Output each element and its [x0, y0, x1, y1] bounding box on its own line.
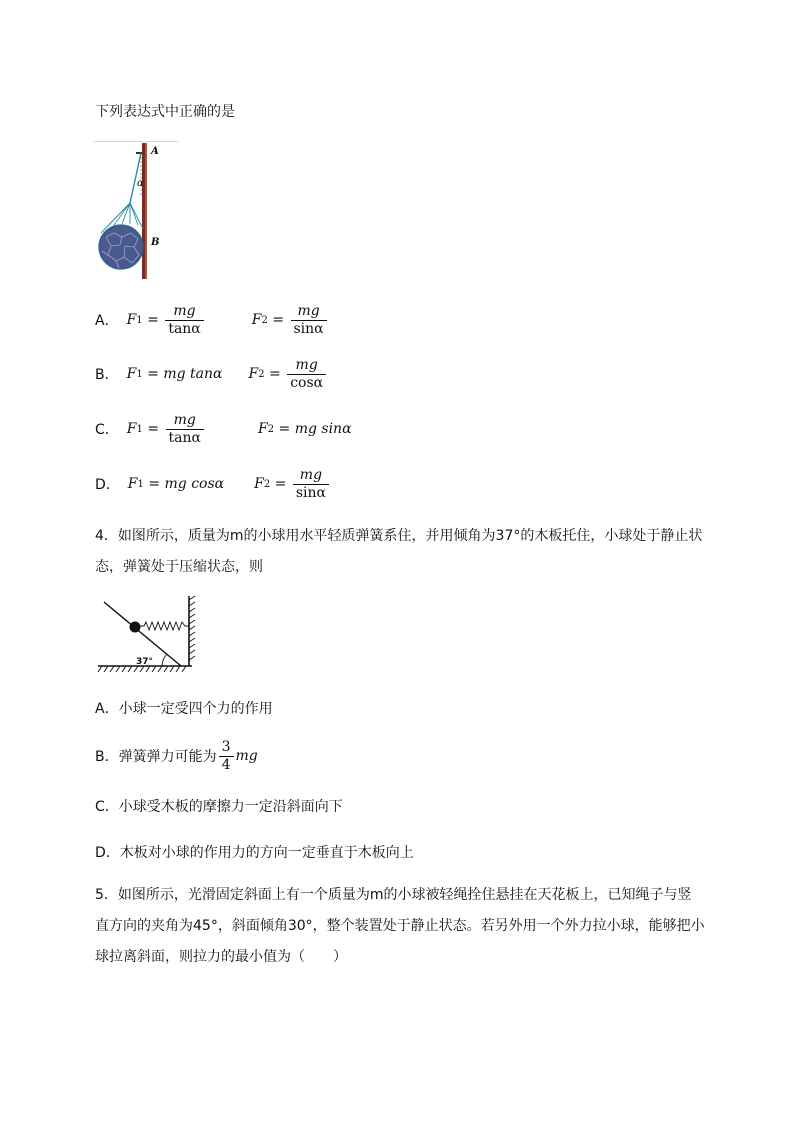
angle-label: 37°: [136, 657, 154, 667]
f1-expression: F 1 = $\frac{mg}{\tan\alpha}$: [127, 413, 206, 446]
q5-stem-line-3: 球拉离斜面，则拉力的最小值为（ ）: [95, 949, 347, 965]
q4-option-d[interactable]: D．木板对小球的作用力的方向一定垂直于木板向上: [95, 845, 414, 861]
f1-expression: F 1 = mg cosα: [127, 476, 225, 492]
option-letter: A．: [95, 313, 119, 329]
option-b-text: B．弹簧弹力可能为: [95, 749, 217, 765]
option-letter: D．: [95, 477, 120, 493]
q5-stem-line-2: 直方向的夹角为45°，斜面倾角30°，整个装置处于静止状态。若另外用一个外力拉小球，能够把小: [95, 918, 705, 934]
q4-option-c[interactable]: C．小球受木板的摩擦力一定沿斜面向下: [95, 799, 343, 815]
q4-option-b[interactable]: [95, 738, 258, 774]
fraction-three-quarters-mg: $\frac{3}{4}$ mg: [217, 740, 258, 773]
f1-expression: F 1 = $\frac{mg}{\tan\alpha}$: [127, 304, 206, 337]
f1-expression: F 1 = mg tanα: [126, 366, 223, 382]
point-b-label: B: [151, 237, 160, 248]
ball-net-figure: [94, 141, 178, 281]
q3-option-c[interactable]: [95, 411, 352, 447]
q3-option-d[interactable]: [95, 466, 331, 502]
q4-stem-line-2: 态，弹簧处于压缩状态，则: [95, 559, 263, 575]
q4-stem-line-1: 4．如图所示，质量为m的小球用水平轻质弹簧系住，并用倾角为37°的木板托住，小球处于静止状: [95, 528, 703, 544]
f2-expression: F 2 = $\frac{mg}{\sin\alpha}$: [254, 468, 331, 501]
f2-expression: F 2 = mg sinα: [257, 421, 352, 437]
f2-expression: F 2 = $\frac{mg}{\sin\alpha}$: [252, 304, 329, 337]
option-letter: C．: [95, 422, 119, 438]
q4-option-a[interactable]: A．小球一定受四个力的作用: [95, 701, 273, 717]
q5-stem-line-1: 5．如图所示，光滑固定斜面上有一个质量为m的小球被轻绳拴住悬挂在天花板上，已知绳子与竖: [95, 887, 692, 903]
f2-expression: F 2 = $\frac{mg}{\cos\alpha}$: [248, 358, 328, 391]
option-letter: B．: [95, 367, 119, 383]
q3-option-a[interactable]: [95, 302, 329, 338]
point-a-label: A: [151, 146, 159, 157]
alpha-label: α: [137, 178, 144, 189]
question-intro: 下列表达式中正确的是: [95, 104, 235, 120]
q3-option-b[interactable]: [95, 356, 328, 392]
incline-spring-figure: [96, 594, 200, 674]
